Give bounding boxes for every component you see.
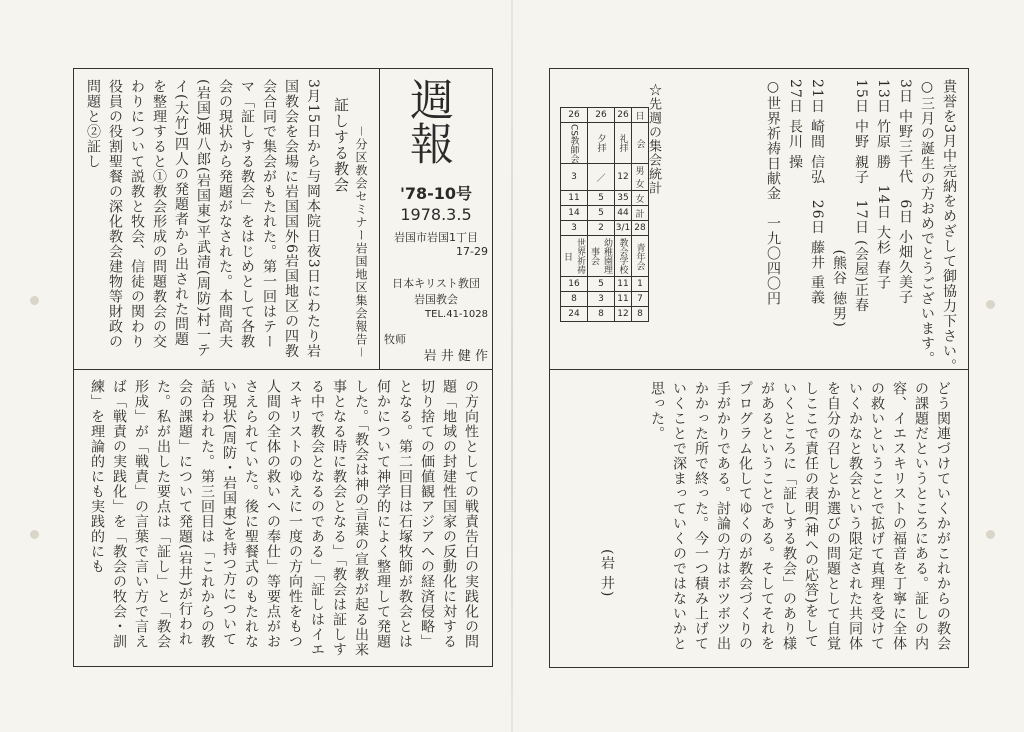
table-cell: 8 <box>632 307 649 322</box>
page-fold <box>511 0 513 732</box>
table-cell: 3 <box>561 164 588 191</box>
report-body: どう関連づけていくかがこれからの教会の課題だというところにある。証しの内容、イエスキリストの福音を丁寧に全体の救いということで拡げて真理を受けていくかなと教会という限定された共同体を自分の召しとか選びの問題として自覚しここで責任の表明(神への応答)をしていくところに「証しする教会」のあり様があるということである。そしてそれをプログラム化してゆくのが教会づくりの手がかりである。討論の方はボツボツ出かかった所で終った。今一つ積み上げていくことで深まっていくのではないかと思った。 <box>649 381 951 651</box>
table-cell: 8 <box>561 292 588 307</box>
punch-hole <box>986 300 995 309</box>
table-cell: 44 <box>615 206 632 221</box>
left-page-frame <box>73 68 493 667</box>
table-cell: 計 <box>632 206 649 221</box>
section-divider <box>550 369 968 370</box>
table-cell: 世界祈祷日 <box>561 236 588 277</box>
table-row <box>561 307 649 322</box>
table-cell: 夕拝 <box>588 123 615 164</box>
church-branch: 岩国教会 <box>414 293 458 306</box>
article-title: 証しする教会 <box>332 97 350 193</box>
punch-hole <box>30 530 39 539</box>
table-cell: ／ <box>588 164 615 191</box>
punch-hole <box>30 296 39 305</box>
table-cell: 5 <box>588 277 615 292</box>
right-page-frame <box>549 68 969 668</box>
table-cell: 会 <box>632 123 649 164</box>
section-divider <box>74 369 492 370</box>
table-cell: 3/1 <box>615 221 632 236</box>
table-cell: 26 <box>561 108 588 123</box>
table-cell: 11 <box>561 191 588 206</box>
table-cell: 26 <box>588 108 615 123</box>
table-cell: 女 <box>632 191 649 206</box>
table-row <box>561 108 649 123</box>
church-name: 日本キリスト教団 <box>392 277 480 290</box>
table-cell: 1 <box>632 277 649 292</box>
article-body-bottom: の方向性としての戦責告白の実践化の問題「地域の封建性国家の反動化に対する切り捨ての価値観アジアへの経済侵略」となる。第二回目は石塚牧師が教会とは何かについて神学的によく整理して発題した。「教会は神の言葉の宣教が起る出来事となる時に教会となる」「教会は証しする中で教会となるのである」「証しはイエスキリストのゆえに一度の方向性をもつ人間の全体の救いへの奉仕」等要点がおさえられていた。後に聖餐式のもたれない現状(周防・岩国東)を持つ方について話合われた。第三回目は「これからの教会の課題」について発題(岩井)が行われた。私が出した要点は「証し」と「教会形成」が「戦責」の言葉で言い方で言えば「戦責の実践化」を「教会の牧会・訓練」を理論的にも実践的にも <box>89 379 479 657</box>
issue-date: 1978.3.5 <box>400 205 472 224</box>
article-heading <box>328 89 372 361</box>
table-row <box>561 191 649 206</box>
table-row <box>561 123 649 164</box>
announcements: 貴誉を3月中完納をめざして御協力下さい。 ○三月の誕生の方おめでとうございます。 3日 中野三千代 6日 小畑久美子 13日 竹原 勝 14日 大杉 春子 15日 中野 親子 17日 (会屋)正春 (熊谷 徳男) 21日 崎間 信弘 26日 藤井 重義 27日 長川 操 ○世界祈祷日献金 一九〇四〇円 <box>765 79 957 374</box>
address-line-2: 17-29 <box>456 245 488 258</box>
table-cell: 8 <box>588 307 615 322</box>
table-cell: 28 <box>632 221 649 236</box>
church-tel: TEL.41-1028 <box>425 309 488 320</box>
stats-title: ☆先週の集会統計 <box>646 83 661 195</box>
table-cell: 35 <box>615 191 632 206</box>
issue-number: '78-10号 <box>399 184 473 203</box>
table-cell: 7 <box>632 292 649 307</box>
punch-hole <box>986 530 995 539</box>
right-top-section <box>550 69 968 374</box>
article-subtitle: －分区教会セミナー岩国地区集会報告－ <box>354 125 368 360</box>
table-cell: 教会学校 <box>615 236 632 277</box>
table-row <box>561 277 649 292</box>
signoff: (岩 井) <box>599 549 615 598</box>
table-cell: 男女 <box>632 164 649 191</box>
table-cell: 26 <box>615 108 632 123</box>
table-cell: 日 <box>632 108 649 123</box>
table-cell: 16 <box>561 277 588 292</box>
table-cell: CS教師会 <box>561 123 588 164</box>
table-cell: 礼拝 <box>615 123 632 164</box>
address-line-1: 岩国市岩国1丁目 <box>394 231 478 244</box>
masthead-title: 週報 <box>402 77 453 165</box>
attendance-table <box>560 107 649 322</box>
table-row <box>561 292 649 307</box>
table-cell: 3 <box>588 292 615 307</box>
table-cell: 幼稚園理事会 <box>588 236 615 277</box>
table-cell: 12 <box>615 164 632 191</box>
table-row <box>561 206 649 221</box>
table-cell: 青年会 <box>632 236 649 277</box>
table-cell: 3 <box>561 221 588 236</box>
table-cell: 14 <box>561 206 588 221</box>
table-row <box>561 221 649 236</box>
table-cell: 24 <box>561 307 588 322</box>
table-cell: 2 <box>588 221 615 236</box>
masthead <box>379 69 492 369</box>
table-cell: 11 <box>615 277 632 292</box>
article-body-top: 3月15日から与岡本院日夜3日にわたり岩国教会を会場に岩国国外6岩国地区の四教会合同で集会がもたれた。第一回はテーマ「証しする教会」をはじめとして各教会の現状から発題がなされた。本間高夫(岩国)畑八郎(岩国東)平武清(周防)村一テイ(大竹)四人の発題者から出された問題を整理すると①教会形成の問題教会の交わりについて説教と牧会、信徒の関わり役員の役割聖餐の深化教会建物等財政の問題と②証し <box>85 79 321 359</box>
left-top-section <box>74 69 492 369</box>
table-cell: 11 <box>615 292 632 307</box>
table-cell: 5 <box>588 206 615 221</box>
table-cell: 12 <box>615 307 632 322</box>
table-cell: 5 <box>588 191 615 206</box>
pastor-label: 牧师 <box>384 333 406 346</box>
pastor-name: 岩 井 健 作 <box>423 349 488 364</box>
table-row <box>561 164 649 191</box>
table-row <box>561 236 649 277</box>
